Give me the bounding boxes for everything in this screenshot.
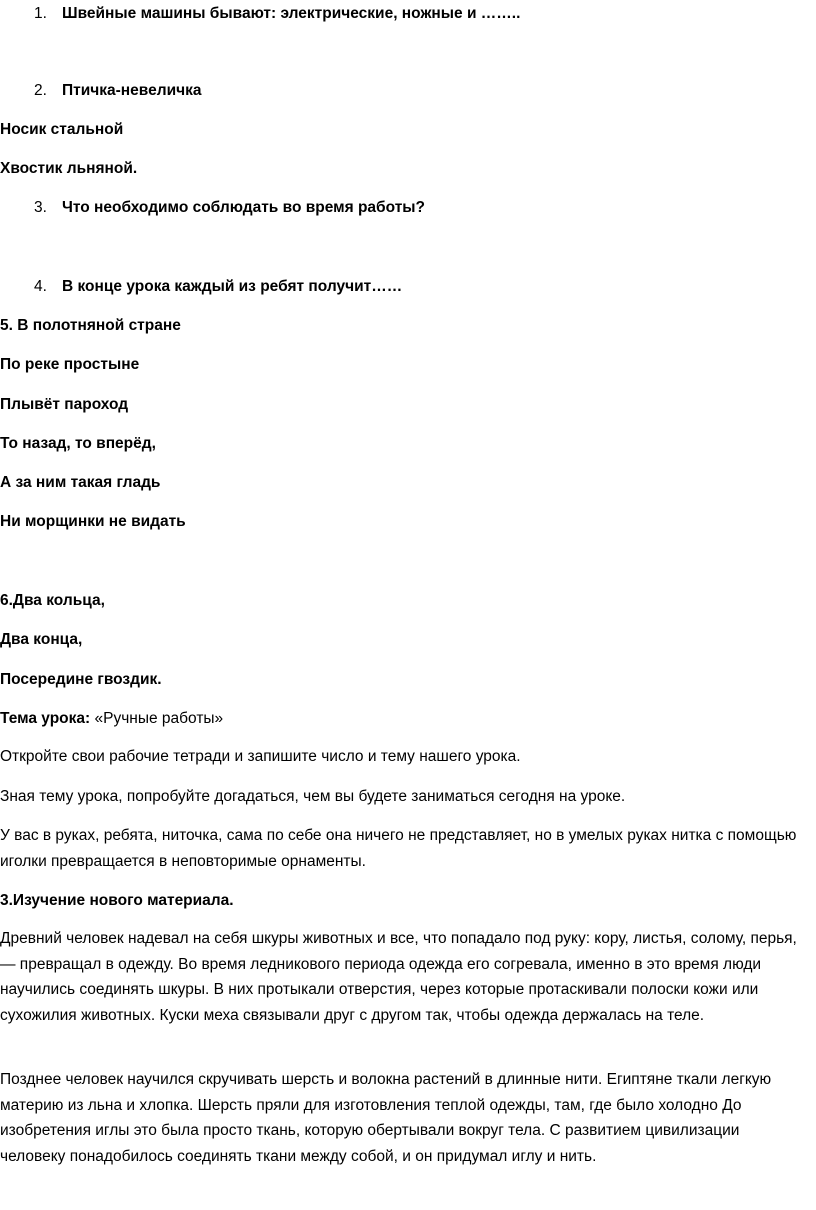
question-2-line-3: Хвостик льняной. <box>0 160 138 177</box>
riddle-6-line: Два конца, <box>0 631 83 648</box>
section-heading: 3.Изучение нового материала. <box>0 892 234 909</box>
question-2 <box>0 81 816 101</box>
question-3-text: Что необходимо соблюдать во время работы? <box>62 199 426 216</box>
question-2-line-2: Носик стальной <box>0 121 124 138</box>
lesson-topic-value: «Ручные работы» <box>90 710 224 727</box>
riddle-6-line: Посередине гвоздик. <box>0 671 162 688</box>
riddle-5-line: По реке простыне <box>0 356 140 373</box>
lesson-topic <box>0 709 223 729</box>
riddle-5-line: 5. В полотняной стране <box>0 317 181 334</box>
ancient-clothing-paragraph: Древний человек надевал на себя шкуры животных и все, что попадало под руку: кору, листья, солому, перья, — превращал в одежду. Во время ледникового периода одежда его согревала, именно в это время люди научились соединять шкуры. В них протыкали отверстия, через которые протаскивали полоски кожи или сухожилия животных. Куски меха связывали друг с другом так, чтобы одежда держалась на теле. <box>0 930 797 1024</box>
question-1-number: 1. <box>34 5 47 22</box>
instruction-guess: Зная тему урока, попробуйте догадаться, чем вы будете заниматься сегодня на уроке. <box>0 788 626 805</box>
question-2-number: 2. <box>34 82 47 99</box>
riddle-5-line: Ни морщинки не видать <box>0 513 186 530</box>
instruction-notebooks: Откройте свои рабочие тетради и запишите число и тему нашего урока. <box>0 748 521 765</box>
riddle-5-line: То назад, то вперёд, <box>0 435 156 452</box>
question-4-text: В конце урока каждый из ребят получит…… <box>62 278 403 295</box>
question-4-number: 4. <box>34 278 47 295</box>
question-4 <box>0 277 816 297</box>
riddle-5-line: Плывёт пароход <box>0 396 129 413</box>
question-1 <box>0 4 816 24</box>
question-3 <box>0 198 816 218</box>
question-1-text: Швейные машины бывают: электрические, ножные и …….. <box>62 5 521 22</box>
question-2-text: Птичка-невеличка <box>62 82 202 99</box>
thread-paragraph: У вас в руках, ребята, ниточка, сама по себе она ничего не представляет, но в умелых руках нитка с помощью иголки превращается в неповторимые орнаменты. <box>0 827 797 870</box>
lesson-topic-label: Тема урока: <box>0 710 91 727</box>
riddle-5-line: А за ним такая гладь <box>0 474 161 491</box>
riddle-6-line: 6.Два кольца, <box>0 592 105 609</box>
needle-history-paragraph: Позднее человек научился скручивать шерсть и волокна растений в длинные нити. Египтяне ткали легкую материю из льна и хлопка. Шерсть пряли для изготовления теплой одежды, там, где было холодно До изобретения иглы это была просто ткань, которую обертывали вокруг тела. С развитием цивилизации человеку понадобилось соединять ткани между собой, и он придумал иглу и нить. <box>0 1071 772 1165</box>
question-3-number: 3. <box>34 199 47 216</box>
